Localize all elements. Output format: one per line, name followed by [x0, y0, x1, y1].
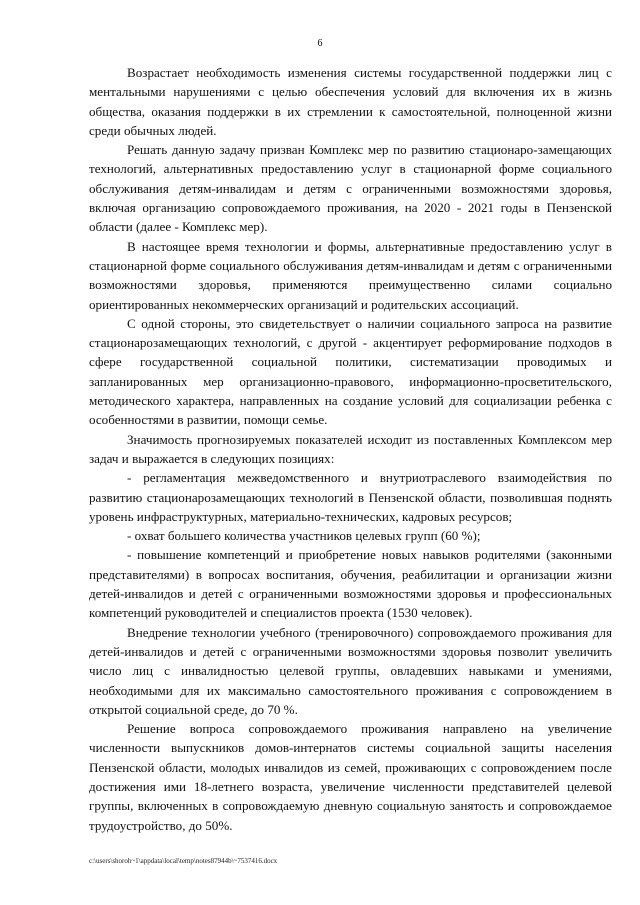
list-item-competence: - повышение компетенций и приобретение новых навыков родителями (законными представителями) в вопросах воспитания, обучения, реабилитации и организации жизни детей-инвалидов и детей с ограниченными возможностями здоровья и профессиональных компетенций руководителей и специалистов проекта (1530 человек).: [89, 547, 612, 621]
paragraph-9: Внедрение технологии учебного (тренировочного) сопровождаемого проживания для детей-инвалидов и детей с ограниченными возможностями здоровья позволит увеличить число лиц с инвалидностью целевой группы, овладевших навыками и умениями, необходимыми для их максимально самостоятельного проживания с сопровождением в открытой социальной среде, до 70 %.: [89, 624, 612, 717]
paragraph-3: В настоящее время технологии и формы, альтернативные предоставлению услуг в стационарной форме социального обслуживания детям-инвалидам и детям с ограниченными возможностями здоровья, применяются преимущественно силами социально ориентированных некоммерческих организаций и родительских ассоциаций.: [89, 238, 612, 312]
paragraph-4: С одной стороны, это свидетельствует о наличии социального запроса на развитие стационарозамещающих технологий, с другой - акцентирует реформирование подходов в сфере государственной социальной политики, систематизации проводимых и запланированных мер организационно-правового, информационно-просветительского, методического характера, направленных на создание условий для социализации ребенка с особенностями в развитии, помощи семье.: [89, 315, 612, 428]
paragraph-2: Решать данную задачу призван Комплекс мер по развитию стационаро-замещающих технологий, альтернативных предоставлению услуг в стационарной форме социального обслуживания детям-инвалидам и детям с ограниченными возможностями здоровья, включая организацию сопровождаемого проживания, на 2020 - 2021 годы в Пензенской области (далее - Комплекс мер).: [89, 142, 612, 235]
page-number: 6: [317, 38, 323, 49]
list-item-coverage: - охват большего количества участников целевых групп (60 %);: [127, 528, 481, 544]
paragraph-5: Значимость прогнозируемых показателей исходит из поставленных Комплексом мер задач и выражается в следующих позициях:: [89, 431, 612, 466]
paragraph-1: Возрастает необходимость изменения системы государственной поддержки лиц с ментальными нарушениями с целью обеспечения условий для включения их в жизнь общества, оказания поддержки в их стремлении к самостоятельной, полноценной жизни среди обычных людей.: [89, 65, 612, 138]
footer-file-path: c:\users\shoroh~1\appdata\local\temp\notes87944b\~7537416.docx: [89, 857, 278, 865]
paragraph-10: Решение вопроса сопровождаемого проживания направлено на увеличение численности выпускников домов-интернатов системы социальной защиты населения Пензенской области, молодых инвалидов из семей, проживающих с сопровождением после достижения ими 18-летнего возраста, увеличение численности представителей целевой группы, включенных в сопровождаемую дневную социальную занятость и сопровождаемое трудоустройство, до 50%.: [89, 721, 612, 833]
list-item-regulation: - регламентация межведомственного и внутриотраслевого взаимодействия по развитию стационарозамещающих технологий в Пензенской области, позволившая поднять уровень инфраструктурных, материально-технических, кадровых ресурсов;: [89, 470, 612, 524]
document-body: [89, 63, 612, 835]
